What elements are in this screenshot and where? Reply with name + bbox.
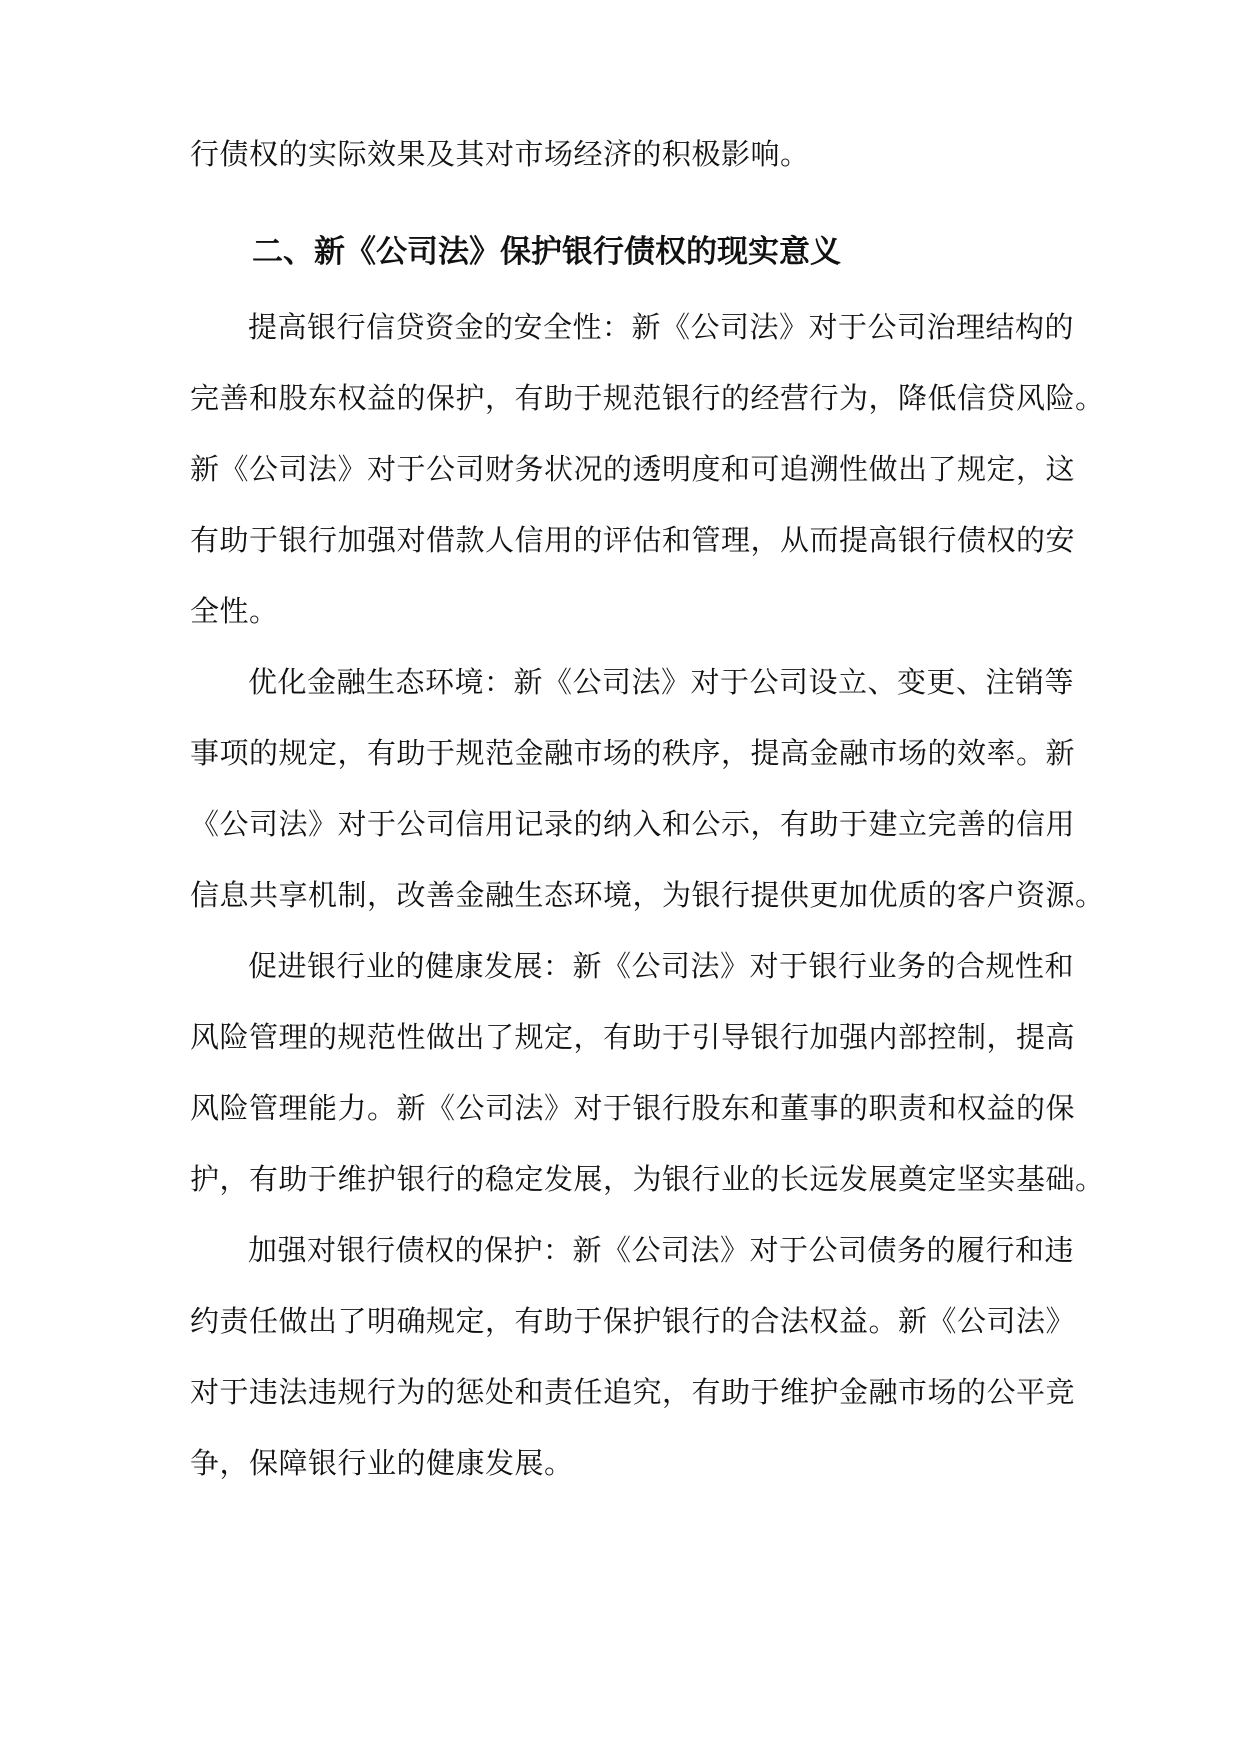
text-line: 加强对银行债权的保护：新《公司法》对于公司债务的履行和违	[248, 1233, 1075, 1267]
text-line: 约责任做出了明确规定，有助于保护银行的合法权益。新《公司法》	[190, 1304, 1076, 1338]
text-line: 提高银行信贷资金的安全性：新《公司法》对于公司治理结构的	[248, 310, 1075, 344]
text-line: 促进银行业的健康发展：新《公司法》对于银行业务的合规性和	[248, 949, 1075, 983]
text-line: 新《公司法》对于公司财务状况的透明度和可追溯性做出了规定，这	[190, 452, 1076, 486]
text-line: 全性。	[190, 594, 279, 628]
section-heading: 二、新《公司法》保护银行债权的现实意义	[252, 234, 841, 270]
text-line: 风险管理能力。新《公司法》对于银行股东和董事的职责和权益的保	[190, 1091, 1076, 1125]
text-line: 《公司法》对于公司信用记录的纳入和公示，有助于建立完善的信用	[190, 807, 1076, 841]
text-line: 对于违法违规行为的惩处和责任追究，有助于维护金融市场的公平竞	[190, 1375, 1076, 1409]
text-line: 优化金融生态环境：新《公司法》对于公司设立、变更、注销等	[248, 665, 1075, 699]
text-line: 完善和股东权益的保护，有助于规范银行的经营行为，降低信贷风险。	[190, 381, 1105, 415]
text-line: 信息共享机制，改善金融生态环境，为银行提供更加优质的客户资源。	[190, 878, 1105, 912]
text-line: 事项的规定，有助于规范金融市场的秩序，提高金融市场的效率。新	[190, 736, 1076, 770]
text-line: 风险管理的规范性做出了规定，有助于引导银行加强内部控制，提高	[190, 1020, 1076, 1054]
text-line: 行债权的实际效果及其对市场经济的积极影响。	[190, 137, 810, 171]
text-line: 护，有助于维护银行的稳定发展，为银行业的长远发展奠定坚实基础。	[190, 1162, 1105, 1196]
text-line: 有助于银行加强对借款人信用的评估和管理，从而提高银行债权的安	[190, 523, 1076, 557]
text-line: 争，保障银行业的健康发展。	[190, 1446, 574, 1480]
